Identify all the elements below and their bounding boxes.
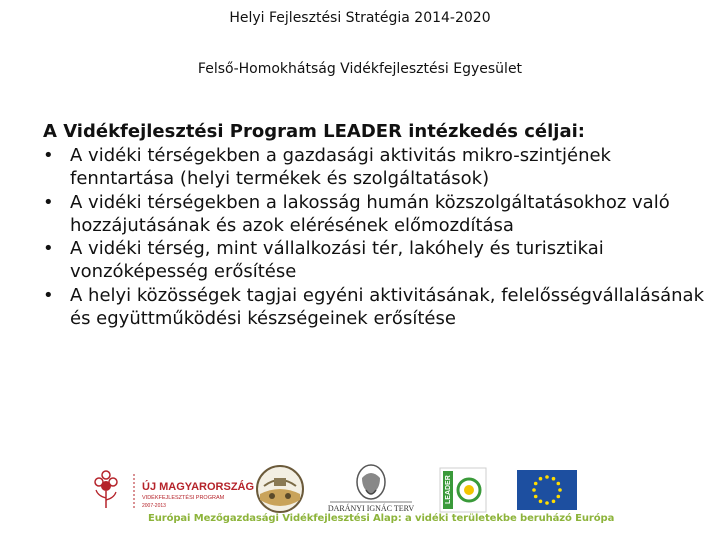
main-content [43,120,713,330]
document-header-title: Helyi Fejlesztési Stratégia 2014-2020 [229,10,491,26]
local-association-logo [254,464,306,518]
flower-icon [95,471,117,508]
umft-subtitle: VIDÉKFEJLESZTÉSI PROGRAM [142,495,225,501]
leader-logo [440,468,486,516]
uj-magyarorszag-logo [90,468,255,518]
list-item: • A vidéki térségekben a gazdasági aktivitás mikro-szintjének fenntartása (helyi termékek és szolgáltatások) [43,144,713,190]
section-heading: A Vidékfejlesztési Program LEADER intézkedés céljai: [43,121,585,142]
daranyi-text: DARÁNYI IGNÁC TERV [327,504,415,513]
umft-title: ÚJ MAGYARORSZÁG [142,481,255,493]
goals-list [43,144,713,330]
funding-caption: Európai Mezőgazdasági Vidékfejlesztési Alap: a vidéki területekbe beruházó Európa [148,513,615,524]
list-item: • A helyi közösségek tagjai egyéni aktivitásának, felelősségvállalásának és együttműködési készségeinek erősítése [43,284,713,330]
eu-flag-logo [517,470,577,514]
daranyi-ignac-terv-logo [326,464,416,518]
umft-years: 2007-2013 [142,503,166,509]
leader-text: LEADER [445,475,452,504]
list-item: • A vidéki térségekben a lakosság humán közszolgáltatásokhoz való hozzájutásának és azok elérésének előmozdítása [43,191,713,237]
list-item: • A vidéki térség, mint vállalkozási tér, lakóhely és turisztikai vonzóképesség erősítése [43,237,713,283]
logo-strip [80,464,560,514]
document-header-organization: Felső-Homokhátság Vidékfejlesztési Egyesület [197,61,523,77]
